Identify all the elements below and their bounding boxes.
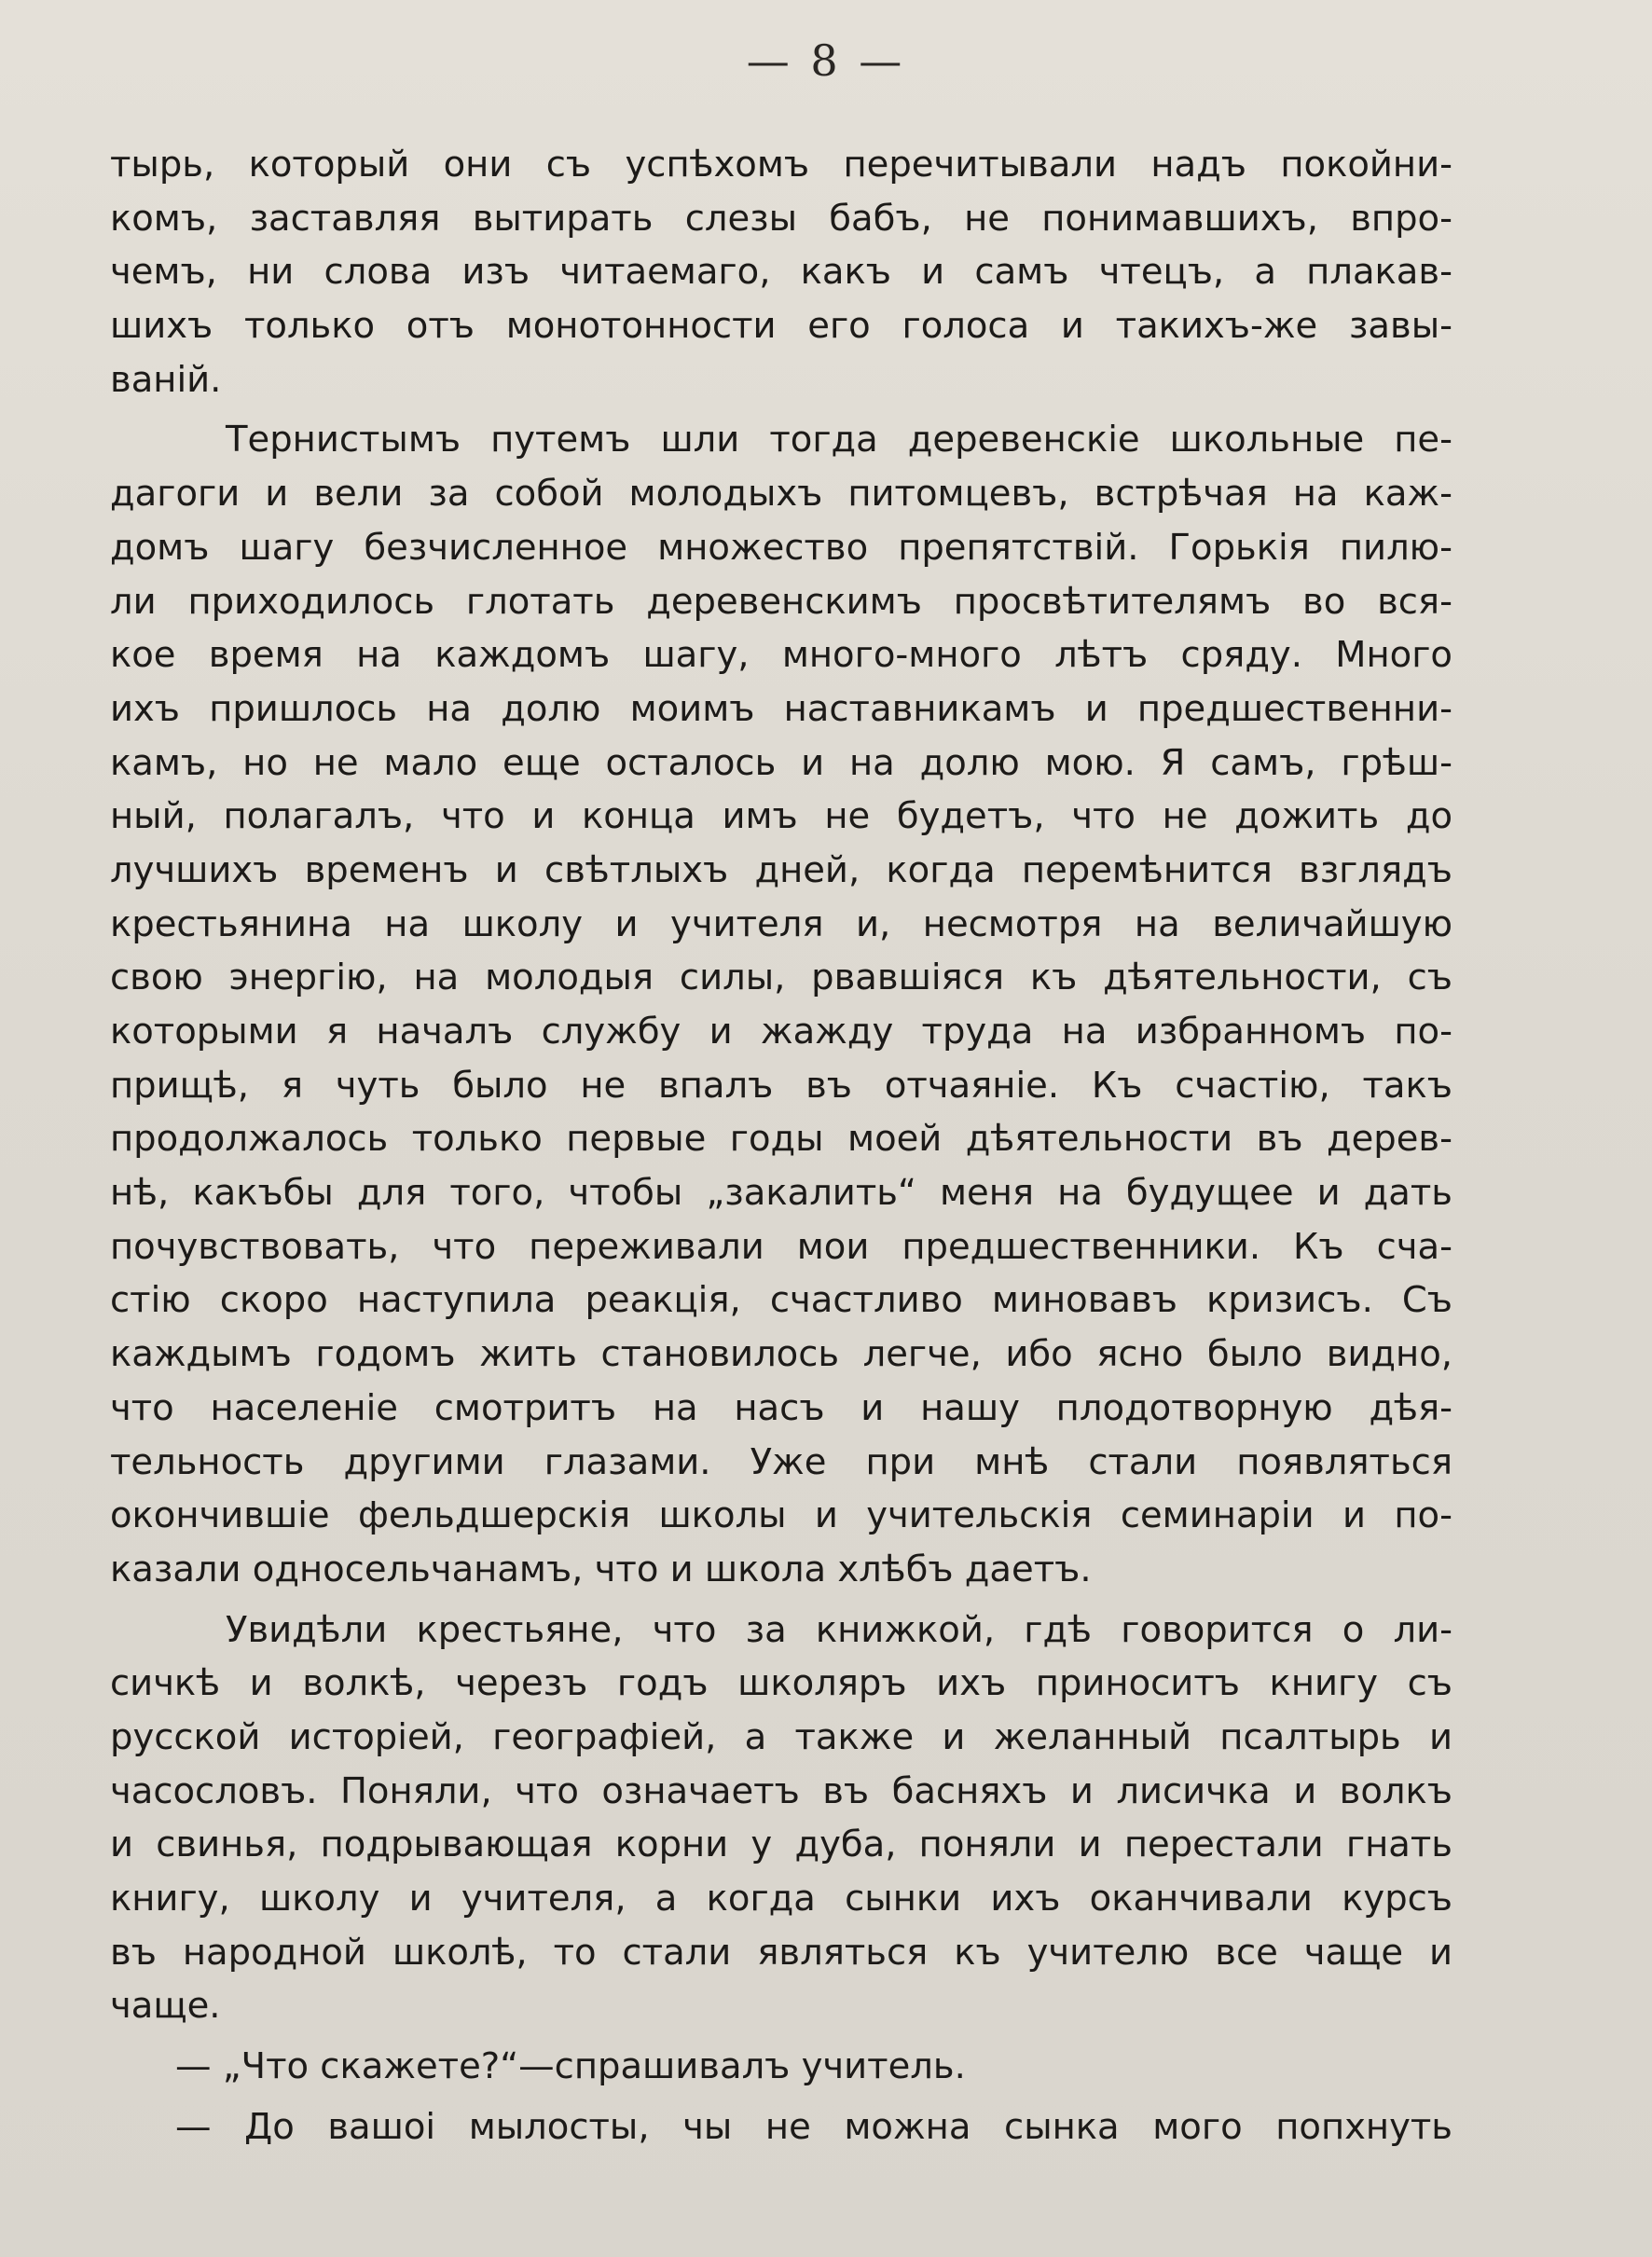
text-line: свою энергiю, на молодыя силы, рвавшiяся къ дѣятельности, съ: [110, 956, 1452, 999]
text-line: домъ шагу безчисленное множество препятствiй. Горькiя пилю-: [110, 526, 1452, 569]
paragraph: [110, 138, 1452, 406]
paragraph: [110, 2040, 1452, 2094]
text-line: чаще.: [110, 1985, 221, 2028]
text-line: камъ, но не мало еще осталось и на долю мою. Я самъ, грѣш-: [110, 741, 1452, 784]
text-line: крестьянина на школу и учителя и, несмотря на величайшую: [110, 902, 1452, 945]
text-line: дагоги и вели за собой молодыхъ питомцевъ, встрѣчая на каж-: [110, 473, 1452, 516]
text-line: ный, полагалъ, что и конца имъ не будетъ, что не дожить до: [110, 795, 1452, 838]
text-line: продолжалось только первые годы моей дѣятельности въ дерев-: [110, 1118, 1452, 1161]
paragraph: [110, 1603, 1452, 2034]
text-line: ли приходилось глотать деревенскимъ просвѣтителямъ во вся-: [110, 580, 1452, 623]
text-line: — „Что скажете?“—спрашивалъ учитель.: [175, 2045, 966, 2088]
text-line: книгу, школу и учителя, а когда сынки ихъ оканчивали курсъ: [110, 1878, 1452, 1920]
text-line: кое время на каждомъ шагу, много-много лѣтъ сряду. Много: [110, 634, 1452, 677]
paragraph-gap: [110, 406, 1452, 413]
text-line: тырь, который они съ успѣхомъ перечитывали надъ покойни-: [110, 144, 1452, 186]
text-line: лучшихъ временъ и свѣтлыхъ дней, когда перемѣнится взглядъ: [110, 848, 1452, 891]
paragraph-gap: [110, 2094, 1452, 2100]
text-line: ихъ пришлось на долю моимъ наставникамъ и предшественни-: [110, 687, 1452, 730]
paragraph: [110, 413, 1452, 1596]
text-line: стiю скоро наступила реакцiя, счастливо миновавъ кризисъ. Съ: [110, 1279, 1452, 1322]
text-line: каждымъ годомъ жить становилось легче, ибо ясно было видно,: [110, 1333, 1452, 1376]
text-line: сичкѣ и волкѣ, черезъ годъ школяръ ихъ приноситъ книгу съ: [110, 1662, 1452, 1705]
text-line: казали односельчанамъ, что и школа хлѣбъ даетъ.: [110, 1548, 1092, 1590]
text-line: почувствовать, что переживали мои предшественники. Къ сча-: [110, 1225, 1452, 1268]
page-number: — 8 —: [746, 35, 906, 86]
text-line: — До вашоi мылосты, чы не можна сынка мого попхнуть: [175, 2105, 1452, 2148]
page-body-text: [110, 138, 1452, 2154]
text-line: Увидѣли крестьяне, что за книжкой, гдѣ говорится о ли-: [226, 1608, 1452, 1651]
text-line: русской исторiей, географiей, а также и желанный псалтырь и: [110, 1715, 1452, 1758]
text-line: нѣ, какъбы для того, чтобы „закалить“ меня на будущее и дать: [110, 1172, 1452, 1215]
text-line: въ народной школѣ, то стали являться къ учителю все чаще и: [110, 1931, 1452, 1974]
text-line: часословъ. Поняли, что означаетъ въ басняхъ и лисичка и волкъ: [110, 1769, 1452, 1812]
text-line: комъ, заставляя вытирать слезы бабъ, не понимавшихъ, впро-: [110, 197, 1452, 240]
paragraph-gap: [110, 2033, 1452, 2040]
text-line: что населенiе смотритъ на насъ и нашу плодотворную дѣя-: [110, 1386, 1452, 1429]
text-line: тельность другими глазами. Уже при мнѣ стали появляться: [110, 1440, 1452, 1483]
paragraph-gap: [110, 1597, 1452, 1603]
text-line: окончившiе фельдшерскiя школы и учительскiя семинарiи и по-: [110, 1494, 1452, 1537]
text-line: которыми я началъ службу и жажду труда на избранномъ по-: [110, 1011, 1452, 1053]
paragraph: [110, 2100, 1452, 2154]
text-line: чемъ, ни слова изъ читаемаго, какъ и самъ чтецъ, а плакав-: [110, 251, 1452, 294]
text-line: и свинья, подрывающая корни у дуба, поняли и перестали гнать: [110, 1823, 1452, 1866]
text-line: прищѣ, я чуть было не впалъ въ отчаянiе. Къ счастiю, такъ: [110, 1064, 1452, 1107]
text-line: шихъ только отъ монотонности его голоса и такихъ-же завы-: [110, 305, 1452, 348]
text-line: Тернистымъ путемъ шли тогда деревенскiе школьные пе-: [226, 419, 1452, 461]
text-line: ванiй.: [110, 358, 222, 401]
